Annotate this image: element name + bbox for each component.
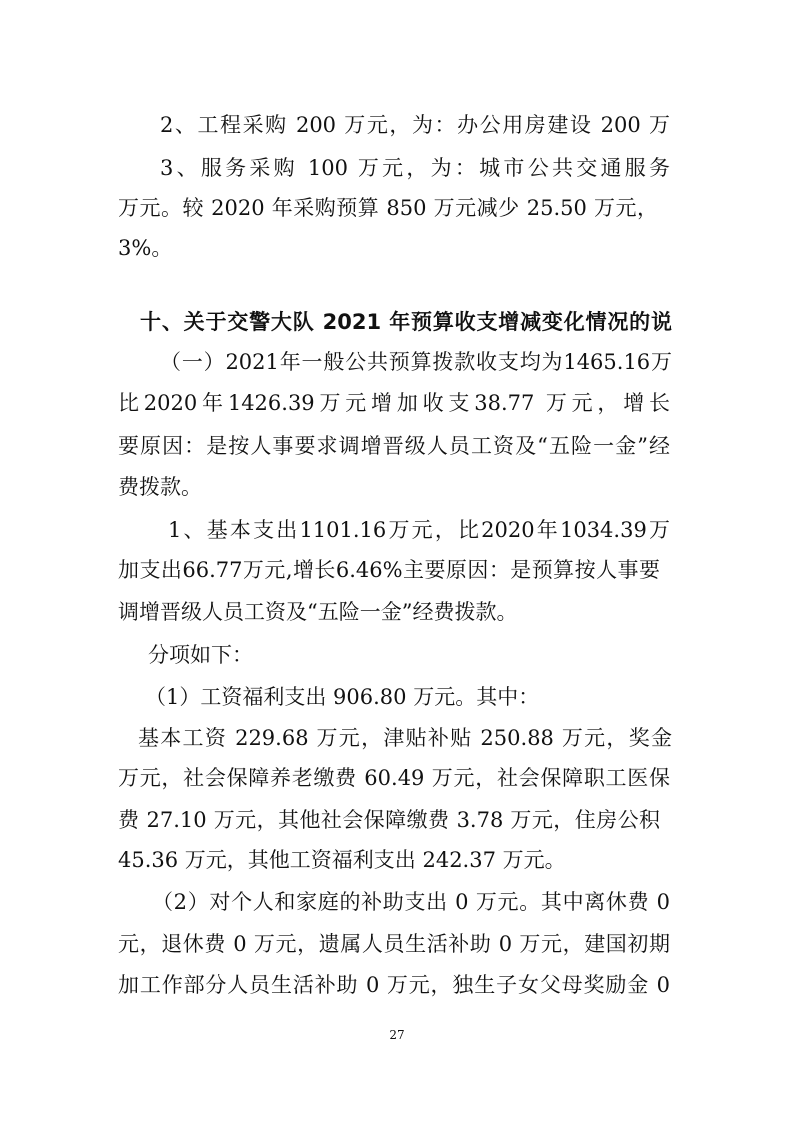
paragraph-line: 费 27.10 万元，其他社会保障缴费 3.78 万元，住房公积 bbox=[118, 808, 660, 832]
procurement-item-3-line: 3、服务采购 100 万元，为：城市公共交通服务 bbox=[160, 156, 670, 180]
paragraph-line: 1、基本支出1101.16万元，比2020年1034.39万 bbox=[168, 518, 670, 542]
paragraph-line: 加工作部分人员生活补助 0 万元，独生子女父母奖励金 0 bbox=[118, 973, 670, 997]
item-salary-title: （1）工资福利支出 906.80 万元。其中： bbox=[145, 685, 540, 709]
paragraph-line: 比2020年1426.39万元增加收支38.77 万元，增长 bbox=[118, 391, 670, 415]
paragraph-line: 费拨款。 bbox=[118, 475, 202, 499]
paragraph-line: 万元，社会保障养老缴费 60.49 万元，社会保障职工医保 bbox=[118, 766, 670, 790]
procurement-item-2: 2、工程采购 200 万元，为：办公用房建设 200 万 bbox=[160, 113, 670, 137]
paragraph-line: 要原因：是按人事要求调增晋级人员工资及“五险一金”经 bbox=[118, 434, 670, 458]
items-intro: 分项如下： bbox=[148, 643, 253, 667]
page-number: 27 bbox=[389, 1028, 405, 1042]
procurement-item-3-line: 3%。 bbox=[118, 236, 173, 260]
paragraph-line: 基本工资 229.68 万元，津贴补贴 250.88 万元，奖金 bbox=[138, 726, 672, 750]
paragraph-line: 元，退休费 0 万元，遗属人员生活补助 0 万元，建国初期 bbox=[118, 932, 670, 956]
paragraph-line: 加支出66.77万元,增长6.46%主要原因：是预算按人事要 bbox=[118, 558, 660, 582]
procurement-item-3-line: 万元。较 2020 年采购预算 850 万元减少 25.50 万元， bbox=[118, 196, 658, 220]
paragraph-line: 调增晋级人员工资及“五险一金”经费拨款。 bbox=[118, 600, 518, 624]
paragraph-line: 45.36 万元，其他工资福利支出 242.37 万元。 bbox=[118, 848, 566, 872]
paragraph-line: （一）2021年一般公共预算拨款收支均为1465.16万 bbox=[160, 350, 672, 374]
section-heading: 十、关于交警大队 2021 年预算收支增减变化情况的说 bbox=[140, 310, 672, 334]
paragraph-line: （2）对个人和家庭的补助支出 0 万元。其中离休费 0 bbox=[152, 890, 670, 914]
